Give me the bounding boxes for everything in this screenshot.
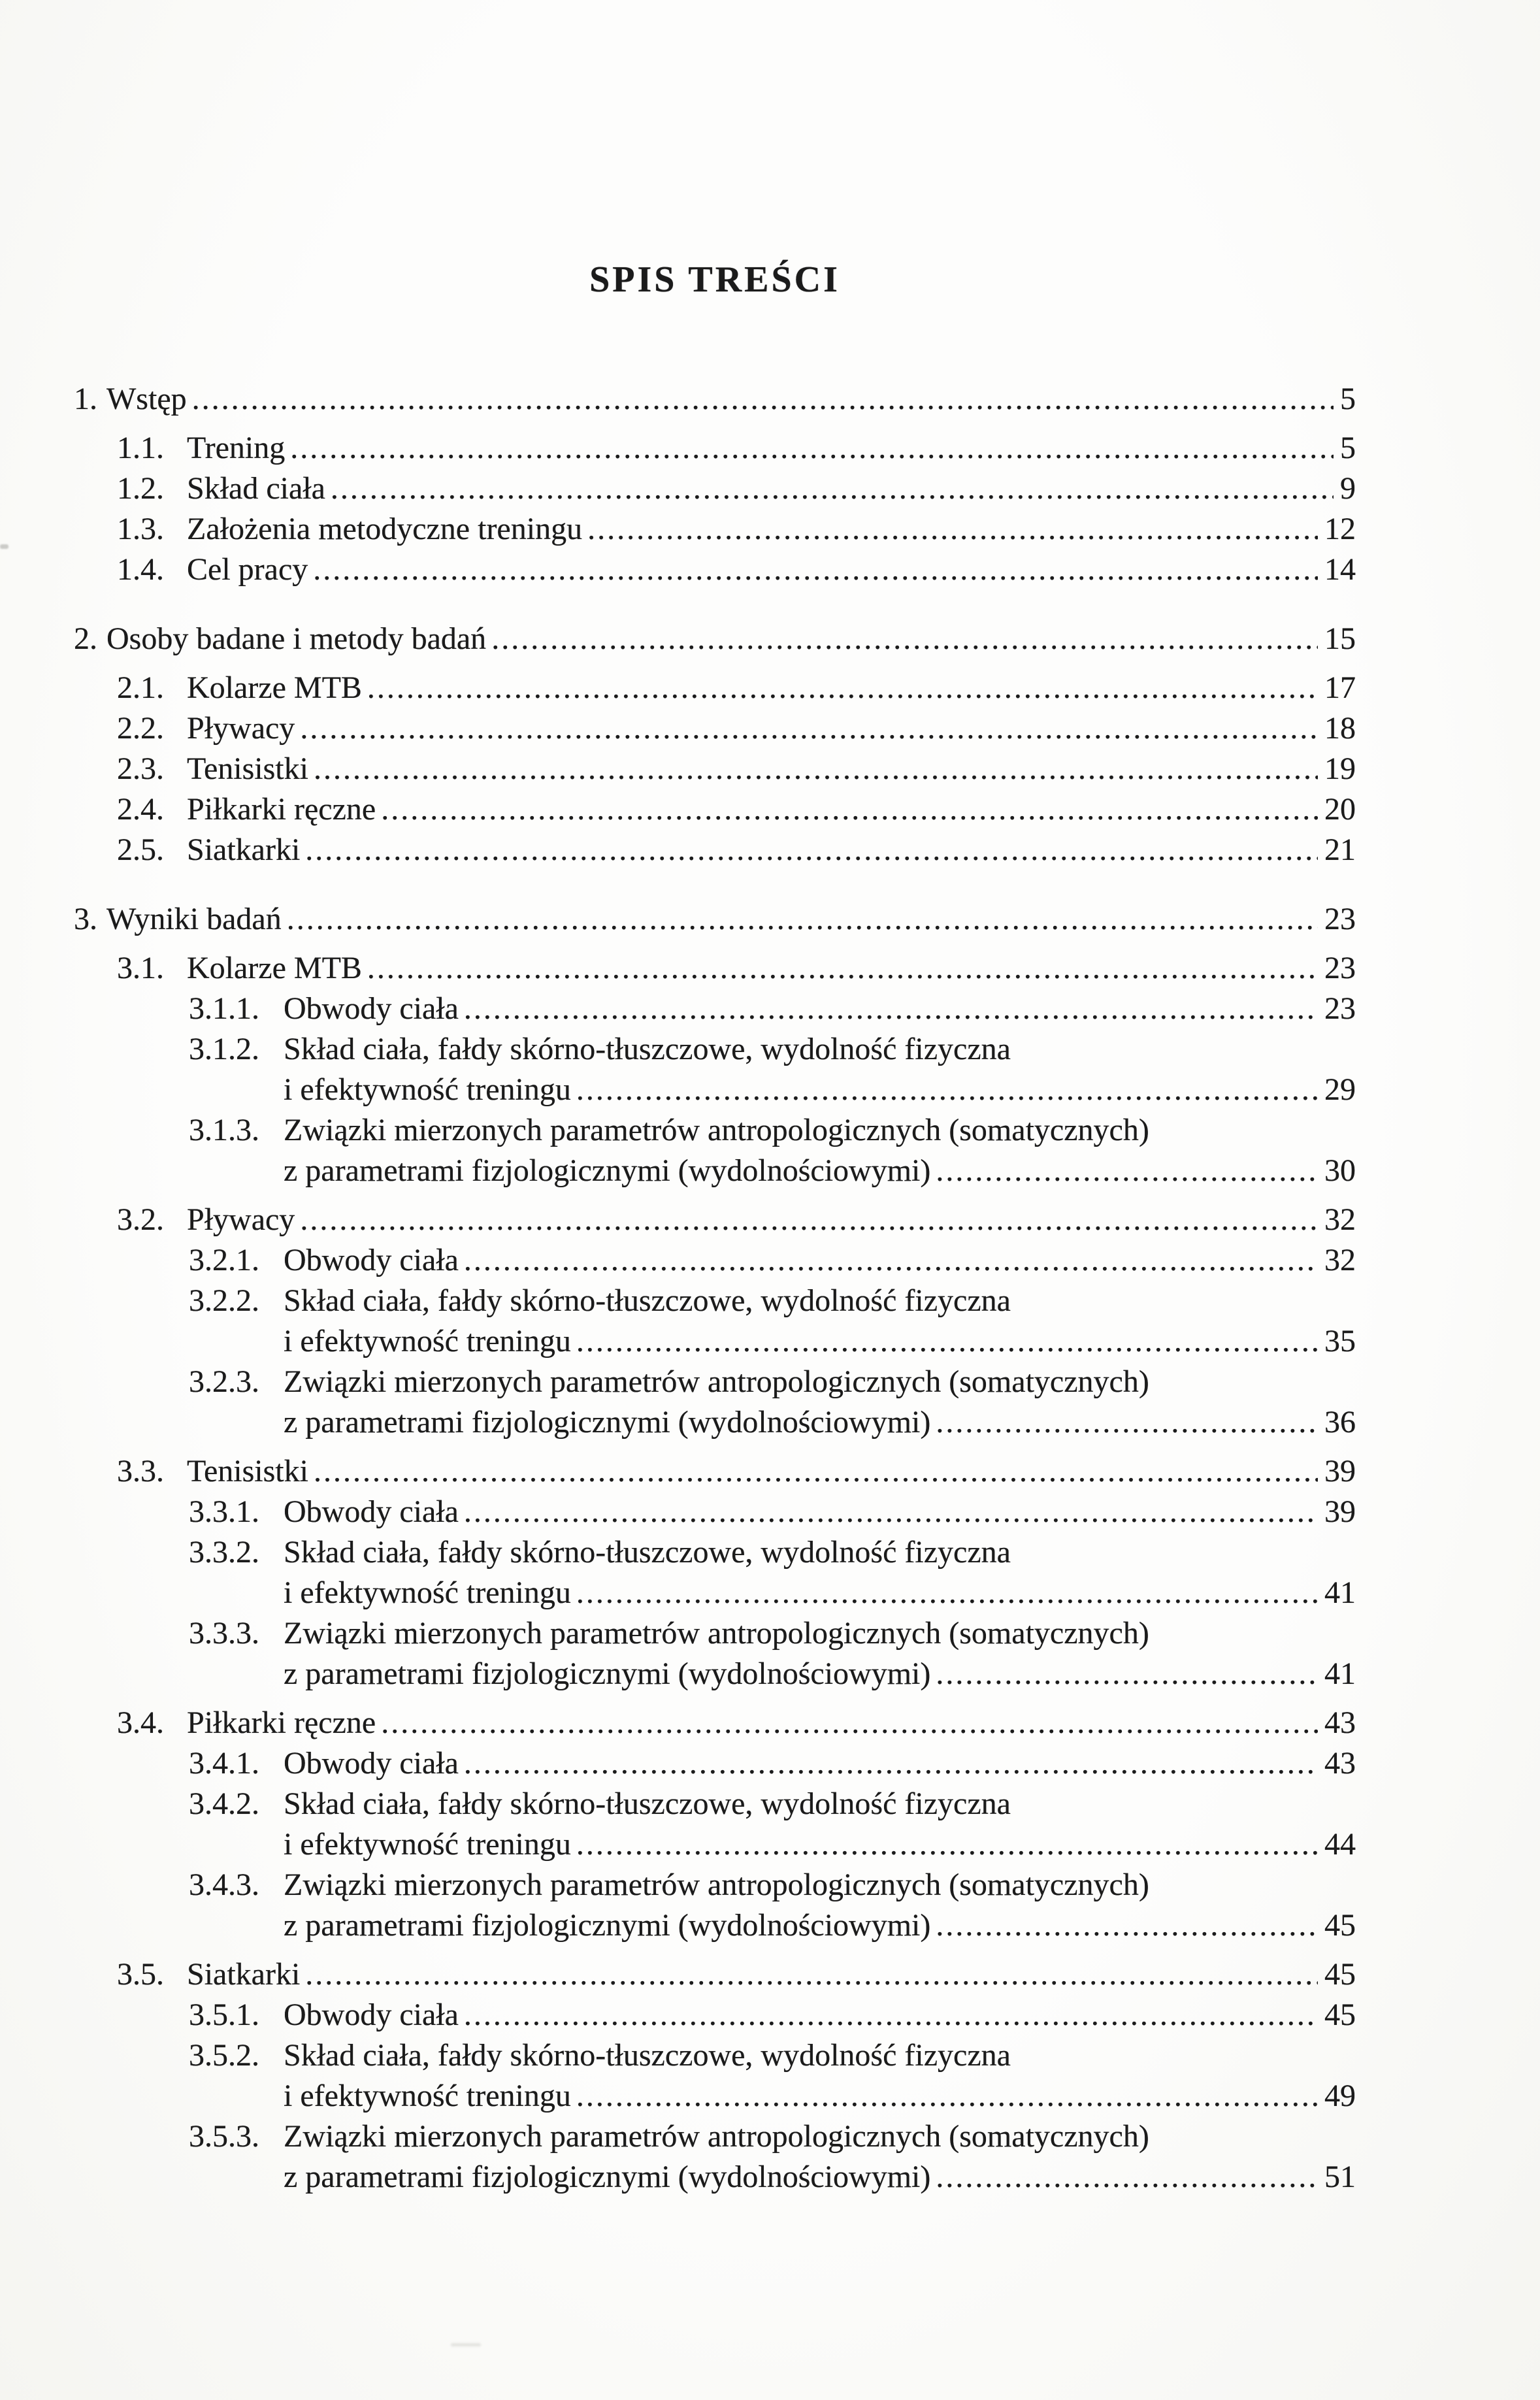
entry-label: Skład ciała, fałdy skórno-tłuszczowe, wydolność fizyczna	[284, 1786, 1011, 1821]
entry-label: Piłkarki ręczne	[187, 792, 376, 827]
entry-number: 3.	[74, 902, 97, 936]
entry-page-number: 32	[1324, 1202, 1356, 1237]
toc-entry-row	[74, 1654, 1356, 1694]
entry-page-number: 23	[1324, 902, 1356, 936]
entry-label: z parametrami fizjologicznymi (wydolnościowymi)	[284, 1908, 931, 1943]
dot-leader	[381, 789, 1318, 830]
toc-entry-row	[74, 708, 1356, 749]
entry-label: Obwody ciała	[284, 1494, 459, 1529]
entry-label: Pływacy	[187, 1202, 295, 1237]
entry-page-number: 23	[1324, 991, 1356, 1026]
entry-label: Obwody ciała	[284, 1997, 459, 2032]
entry-page-number: 35	[1324, 1324, 1356, 1358]
entry-label: Związki mierzonych parametrów antropologicznych (somatycznych)	[284, 1113, 1149, 1147]
entry-page-number: 32	[1324, 1243, 1356, 1277]
entry-page-number: 39	[1324, 1494, 1356, 1529]
entry-label: Skład ciała, fałdy skórno-tłuszczowe, wydolność fizyczna	[284, 1032, 1011, 1066]
entry-number: 2.2.	[117, 711, 164, 746]
entry-label: Skład ciała, fałdy skórno-tłuszczowe, wydolność fizyczna	[284, 2038, 1011, 2073]
entry-number: 3.2.3.	[189, 1364, 259, 1399]
entry-label: Siatkarki	[187, 1957, 301, 1992]
toc-entry-row	[74, 1865, 1356, 1905]
toc-entry-row	[74, 468, 1356, 509]
toc-entry-row	[74, 948, 1356, 989]
dot-leader	[192, 379, 1334, 419]
entry-number: 3.2.	[117, 1202, 164, 1237]
dot-leader	[367, 668, 1318, 708]
toc-entry-row	[74, 1281, 1356, 1321]
toc-entry-row	[74, 1532, 1356, 1573]
entry-label: z parametrami fizjologicznymi (wydolnościowymi)	[284, 2160, 931, 2194]
dot-leader	[290, 428, 1334, 468]
entry-number: 3.3.3.	[189, 1616, 259, 1651]
entry-label: Tenisistki	[187, 1454, 308, 1488]
dot-leader	[305, 830, 1318, 870]
entry-label: i efektywność treningu	[284, 1324, 571, 1358]
entry-label: i efektywność treningu	[284, 2079, 571, 2113]
entry-page-number: 23	[1324, 951, 1356, 985]
entry-page-number: 5	[1340, 431, 1356, 465]
toc-entry-row	[74, 1070, 1356, 1110]
dot-leader	[576, 1573, 1318, 1613]
entry-label: Skład ciała	[187, 471, 325, 506]
entry-number: 2.3.	[117, 751, 164, 786]
toc-entry-row	[74, 1110, 1356, 1151]
entry-number: 3.1.3.	[189, 1113, 259, 1147]
entry-page-number: 9	[1340, 471, 1356, 506]
toc-entry-row	[74, 899, 1356, 940]
entry-page-number: 30	[1324, 1153, 1356, 1188]
dot-leader	[464, 1743, 1318, 1784]
entry-number: 3.5.3.	[189, 2119, 259, 2154]
toc-entry-row	[74, 1703, 1356, 1743]
toc-entry-row	[74, 1824, 1356, 1865]
dot-leader	[464, 1492, 1318, 1532]
entry-label: Związki mierzonych parametrów antropologicznych (somatycznych)	[284, 1616, 1149, 1651]
entry-label: Wstęp	[106, 382, 187, 416]
toc-entry-row	[74, 1613, 1356, 1654]
entry-label: Obwody ciała	[284, 1243, 459, 1277]
dot-leader	[314, 749, 1318, 789]
dot-leader	[300, 1200, 1318, 1240]
entry-label: Piłkarki ręczne	[187, 1705, 376, 1740]
entry-label: Wyniki badań	[106, 902, 282, 936]
toc-entry-row	[74, 1573, 1356, 1613]
entry-page-number: 14	[1324, 552, 1356, 587]
entry-page-number: 36	[1324, 1405, 1356, 1439]
entry-label: Obwody ciała	[284, 991, 459, 1026]
entry-label: Cel pracy	[187, 552, 308, 587]
entry-page-number: 43	[1324, 1705, 1356, 1740]
toc-entry-row	[74, 1151, 1356, 1191]
entry-number: 3.1.	[117, 951, 164, 985]
entry-page-number: 49	[1324, 2079, 1356, 2113]
entry-label: Skład ciała, fałdy skórno-tłuszczowe, wydolność fizyczna	[284, 1535, 1011, 1570]
toc-entry-row	[74, 1240, 1356, 1281]
entry-label: Kolarze MTB	[187, 951, 362, 985]
toc-entry-row	[74, 1492, 1356, 1532]
entry-number: 3.3.1.	[189, 1494, 259, 1529]
dot-leader	[300, 708, 1318, 749]
entry-number: 3.2.1.	[189, 1243, 259, 1277]
entry-page-number: 17	[1324, 670, 1356, 705]
dot-leader	[576, 1070, 1318, 1110]
entry-number: 2.1.	[117, 670, 164, 705]
entry-page-number: 45	[1324, 1908, 1356, 1943]
dot-leader	[936, 1905, 1318, 1946]
entry-page-number: 45	[1324, 1957, 1356, 1992]
scan-artifact	[451, 2343, 481, 2346]
toc-entry-row	[74, 379, 1356, 419]
entry-label: Obwody ciała	[284, 1746, 459, 1781]
entry-number: 1.2.	[117, 471, 164, 506]
toc-entry-row	[74, 1784, 1356, 1824]
entry-label: i efektywność treningu	[284, 1072, 571, 1107]
entry-label: Pływacy	[187, 711, 295, 746]
toc-entry-row	[74, 2076, 1356, 2116]
page-title: SPIS TREŚCI	[589, 259, 840, 300]
toc-entry-row	[74, 2035, 1356, 2076]
toc-entry-row	[74, 1321, 1356, 1362]
entry-page-number: 44	[1324, 1827, 1356, 1862]
entry-page-number: 12	[1324, 512, 1356, 546]
toc-entry-row	[74, 1362, 1356, 1402]
entry-page-number: 20	[1324, 792, 1356, 827]
entry-number: 3.3.	[117, 1454, 164, 1488]
toc-entry-row	[74, 989, 1356, 1029]
dot-leader	[576, 2076, 1318, 2116]
toc-entry-row	[74, 1200, 1356, 1240]
entry-page-number: 39	[1324, 1454, 1356, 1488]
entry-number: 3.1.1.	[189, 991, 259, 1026]
entry-page-number: 43	[1324, 1746, 1356, 1781]
entry-label: z parametrami fizjologicznymi (wydolnościowymi)	[284, 1405, 931, 1439]
dot-leader	[381, 1703, 1318, 1743]
entry-page-number: 15	[1324, 621, 1356, 656]
entry-label: Założenia metodyczne treningu	[187, 512, 583, 546]
toc-entry-row	[74, 830, 1356, 870]
entry-number: 3.4.3.	[189, 1867, 259, 1902]
toc-entries	[74, 379, 1356, 2197]
dot-leader	[305, 1954, 1318, 1995]
entry-number: 3.2.2.	[189, 1283, 259, 1318]
dot-leader	[587, 509, 1318, 550]
entry-page-number: 18	[1324, 711, 1356, 746]
toc-entry-row	[74, 789, 1356, 830]
entry-label: Kolarze MTB	[187, 670, 362, 705]
toc-entry-row	[74, 749, 1356, 789]
entry-number: 3.4.	[117, 1705, 164, 1740]
toc-entry-row	[74, 668, 1356, 708]
entry-label: i efektywność treningu	[284, 1575, 571, 1610]
dot-leader	[576, 1321, 1318, 1362]
entry-label: Siatkarki	[187, 832, 301, 867]
dot-leader	[576, 1824, 1318, 1865]
toc-entry-row	[74, 1995, 1356, 2035]
entry-number: 2.4.	[117, 792, 164, 827]
entry-number: 3.3.2.	[189, 1535, 259, 1570]
entry-number: 2.	[74, 621, 97, 656]
entry-label: Związki mierzonych parametrów antropologicznych (somatycznych)	[284, 1364, 1149, 1399]
entry-number: 1.	[74, 382, 97, 416]
entry-label: Skład ciała, fałdy skórno-tłuszczowe, wydolność fizyczna	[284, 1283, 1011, 1318]
entry-number: 2.5.	[117, 832, 164, 867]
scan-artifact	[0, 544, 8, 549]
entry-page-number: 41	[1324, 1575, 1356, 1610]
entry-label: Trening	[187, 431, 286, 465]
toc-entry-row	[74, 2157, 1356, 2197]
toc-entry-row	[74, 1451, 1356, 1492]
dot-leader	[464, 1240, 1318, 1281]
entry-label: Tenisistki	[187, 751, 308, 786]
entry-page-number: 19	[1324, 751, 1356, 786]
entry-page-number: 45	[1324, 1997, 1356, 2032]
entry-page-number: 29	[1324, 1072, 1356, 1107]
entry-number: 3.5.2.	[189, 2038, 259, 2073]
entry-label: Związki mierzonych parametrów antropologicznych (somatycznych)	[284, 1867, 1149, 1902]
dot-leader	[936, 1151, 1318, 1191]
dot-leader	[491, 619, 1318, 659]
entry-label: z parametrami fizjologicznymi (wydolnościowymi)	[284, 1153, 931, 1188]
dot-leader	[936, 2157, 1318, 2197]
entry-number: 1.1.	[117, 431, 164, 465]
entry-number: 3.5.1.	[189, 1997, 259, 2032]
toc-entry-row	[74, 619, 1356, 659]
dot-leader	[464, 989, 1318, 1029]
toc-entry-row	[74, 428, 1356, 468]
entry-page-number: 51	[1324, 2160, 1356, 2194]
entry-page-number: 21	[1324, 832, 1356, 867]
entry-number: 1.3.	[117, 512, 164, 546]
toc-entry-row	[74, 1905, 1356, 1946]
entry-number: 3.4.2.	[189, 1786, 259, 1821]
toc-entry-row	[74, 1402, 1356, 1443]
entry-number: 3.1.2.	[189, 1032, 259, 1066]
toc-entry-row	[74, 1029, 1356, 1070]
entry-number: 3.4.1.	[189, 1746, 259, 1781]
entry-number: 3.5.	[117, 1957, 164, 1992]
dot-leader	[464, 1995, 1318, 2035]
toc-entry-row	[74, 1954, 1356, 1995]
document-page	[74, 0, 1356, 2197]
entry-label: i efektywność treningu	[284, 1827, 571, 1862]
toc-entry-row	[74, 550, 1356, 590]
dot-leader	[287, 899, 1318, 940]
dot-leader	[367, 948, 1318, 989]
entry-page-number: 5	[1340, 382, 1356, 416]
entry-label: z parametrami fizjologicznymi (wydolnościowymi)	[284, 1656, 931, 1691]
entry-label: Osoby badane i metody badań	[106, 621, 487, 656]
dot-leader	[936, 1402, 1318, 1443]
dot-leader	[936, 1654, 1318, 1694]
toc-entry-row	[74, 509, 1356, 550]
toc-entry-row	[74, 1743, 1356, 1784]
dot-leader	[314, 1451, 1318, 1492]
toc-entry-row	[74, 2116, 1356, 2157]
entry-label: Związki mierzonych parametrów antropologicznych (somatycznych)	[284, 2119, 1149, 2154]
dot-leader	[313, 550, 1318, 590]
entry-number: 1.4.	[117, 552, 164, 587]
dot-leader	[331, 468, 1334, 509]
entry-page-number: 41	[1324, 1656, 1356, 1691]
